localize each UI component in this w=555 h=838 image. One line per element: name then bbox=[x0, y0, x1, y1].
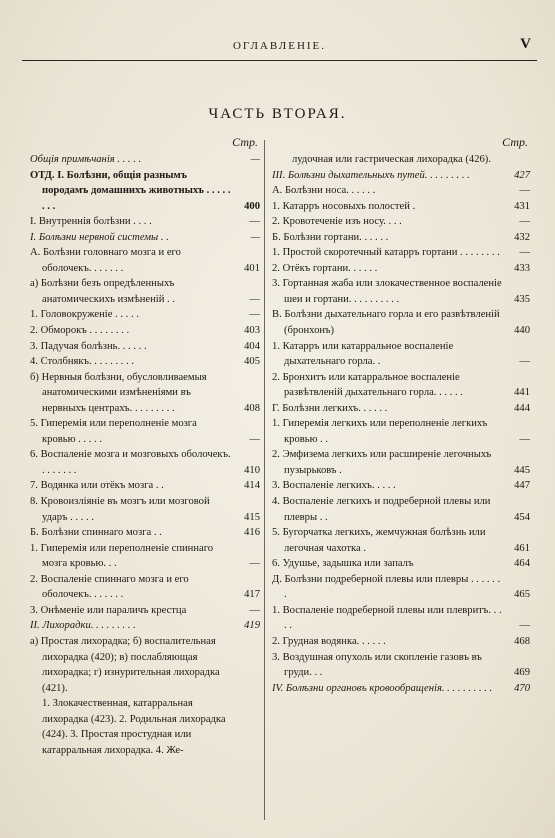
toc-entry-page: — bbox=[250, 154, 260, 165]
toc-entry-page: 461 bbox=[514, 542, 530, 554]
toc-entry bbox=[30, 634, 262, 696]
toc-entry bbox=[272, 183, 532, 199]
toc-entry bbox=[272, 214, 532, 230]
toc-entry-text: 3. Гортанная жаба или злокачественное воспаленіе шеи и гортани. . . . . . . . . . bbox=[272, 278, 502, 305]
toc-entry-page: 431 bbox=[514, 200, 530, 212]
toc-entry-page: 468 bbox=[514, 635, 530, 647]
toc-entry-page: 447 bbox=[514, 480, 530, 492]
toc-entry bbox=[272, 650, 532, 681]
toc-entry bbox=[272, 478, 532, 494]
toc-entry-page: 435 bbox=[514, 293, 530, 305]
toc-entry bbox=[30, 696, 262, 758]
toc-entry-page: 454 bbox=[514, 511, 530, 523]
toc-entry bbox=[272, 307, 532, 338]
toc-entry: 1. Гиперемія или переполненіе спиннаго мозга кровью. . . — bbox=[30, 541, 262, 572]
toc-entry-page: 401 bbox=[244, 262, 260, 274]
page-column-heading: Стр. bbox=[502, 135, 528, 149]
toc-entry-text: А. Болѣзни головнаго мозга и его оболочекъ. . . . . . . bbox=[30, 247, 181, 274]
toc-entry bbox=[272, 230, 532, 246]
toc-entry-text: 1. Злокачественная, катарральная лихорадка (423). 2. Родильная лихорадка (424). 3. Простая простудная или катарральная лихорадка. 4. Же- bbox=[42, 698, 226, 756]
toc-entry-text: 4. Столбнякъ. . . . . . . . . bbox=[30, 356, 135, 368]
toc-entry-page: 403 bbox=[244, 325, 260, 337]
toc-entry-text: 3. Воспаленіе легкихъ. . . . . bbox=[272, 480, 396, 492]
toc-entry-page: 441 bbox=[514, 387, 530, 399]
toc-entry-page: 433 bbox=[514, 262, 530, 274]
toc-entry-text: III. Болѣзни дыхательныхъ путей. . . . . . . . . bbox=[272, 169, 470, 181]
toc-entry bbox=[272, 447, 532, 478]
toc-entry-page: 414 bbox=[244, 480, 260, 492]
header-rule bbox=[22, 60, 537, 61]
toc-entry bbox=[30, 618, 262, 634]
header-page-number: V bbox=[520, 36, 531, 52]
toc-entry-text: I. Болѣзни нервной системы . . bbox=[30, 231, 169, 243]
toc-entry-page: — bbox=[250, 231, 260, 243]
toc-entry-page: 400 bbox=[244, 200, 260, 212]
toc-entry bbox=[30, 230, 262, 246]
toc-entry: 5. Гиперемія или переполненіе мозга кровью . . . . . — bbox=[30, 416, 262, 447]
toc-entry-text: б) Нервныя болѣзни, обусловливаемыя анатомическими измѣненіями въ нервныхъ центрахъ. . . . . . . . . bbox=[30, 371, 207, 414]
toc-entry bbox=[30, 572, 262, 603]
toc-entry: а) Болѣзни безъ опредѣленныхъ анатомическихъ измѣненій . . — bbox=[30, 276, 262, 307]
toc-entry bbox=[272, 152, 532, 168]
toc-entry-page: 405 bbox=[244, 356, 260, 368]
toc-entry-page: 408 bbox=[244, 402, 260, 414]
toc-entry: 1. Воспаленіе подреберной плевы или плевритъ. . . . . — bbox=[272, 603, 532, 634]
toc-entry bbox=[272, 525, 532, 556]
toc-entry-text: ОТД. I. Болѣзни, общія разнымъ породамъ домашнихъ животныхъ . . . . . . . . bbox=[30, 169, 231, 212]
toc-entry-page: 410 bbox=[244, 464, 260, 476]
toc-entry-text: 3. Падучая болѣзнь. . . . . . bbox=[30, 340, 147, 352]
toc-entry bbox=[30, 245, 262, 276]
toc-entry bbox=[30, 214, 262, 230]
page-column-heading: Стр. bbox=[232, 135, 258, 149]
running-header bbox=[22, 36, 537, 58]
part-title: ЧАСТЬ ВТОРАЯ. bbox=[208, 106, 347, 122]
toc-entry-page: 470 bbox=[514, 682, 530, 694]
toc-entry-page: 432 bbox=[514, 231, 530, 243]
toc-entry-text: 1. Катарръ носовыхъ полостей . bbox=[272, 200, 416, 212]
header-title: ОГЛАВЛЕНІЕ. bbox=[232, 40, 327, 52]
toc-entry bbox=[30, 354, 262, 370]
toc-entry-page: 417 bbox=[244, 589, 260, 601]
toc-entry bbox=[272, 681, 532, 697]
toc-entry-text: 1. Гиперемія или переполненіе спиннаго мозга кровью. . . bbox=[30, 542, 214, 570]
toc-entry-text: Б. Болѣзни спиннаго мозга . . bbox=[30, 527, 162, 539]
toc-entry-text: 1. Простой скоротечный катарръ гортани . . . . . . . . bbox=[272, 247, 500, 259]
toc-entry-text: а) Болѣзни безъ опредѣленныхъ анатомическихъ измѣненій . . bbox=[30, 278, 175, 305]
toc-entry-text: лудочная или гастрическая лихорадка (426). bbox=[292, 154, 491, 165]
toc-entry-text: 1. Головокруженіе . . . . . bbox=[30, 309, 139, 321]
toc-entry bbox=[30, 525, 262, 541]
toc-entry bbox=[30, 339, 262, 355]
toc-entry-text: IV. Болѣзни органовъ кровообращенія. . . . . . . . . . bbox=[272, 682, 493, 694]
toc-entry-page: 415 bbox=[244, 511, 260, 523]
toc-entry-text: В. Болѣзни дыхательнаго горла и его развѣтвленій (бронхонъ) bbox=[272, 309, 500, 337]
toc-entry bbox=[30, 323, 262, 339]
toc-entry-text: 1. Гиперемія легкихъ или переполненіе легкихъ кровью . . bbox=[272, 418, 488, 445]
column-divider bbox=[264, 140, 265, 820]
toc-entry-page: — bbox=[249, 604, 260, 616]
toc-entry-text: 1. Воспаленіе подреберной плевы или плевритъ. . . . . bbox=[272, 604, 502, 632]
toc-entry bbox=[30, 478, 262, 494]
toc-entry bbox=[272, 494, 532, 525]
toc-entry-page: 465 bbox=[514, 589, 530, 601]
toc-entry bbox=[272, 556, 532, 572]
toc-entry bbox=[272, 401, 532, 417]
toc-entry: 1. Катарръ или катарральное воспаленіе дыхательнаго горла. . — bbox=[272, 339, 532, 370]
toc-entry bbox=[30, 370, 262, 417]
toc-entry-text: 1. Катарръ или катарральное воспаленіе дыхательнаго горла. . bbox=[272, 340, 454, 368]
toc-entry-text: 2. Отёкъ гортани. . . . . . bbox=[272, 262, 378, 274]
toc-entry-text: а) Простая лихорадка; б) воспалительная лихорадка (420); в) послабляющая лихорадка; г) изнурительная лихорадка (421). bbox=[30, 635, 220, 694]
toc-entry-text: 2. Бронхитъ или катарральное воспаленіе развѣтвленій дыхательнаго горла. . . . . . bbox=[272, 371, 463, 399]
toc-entry-page: — bbox=[519, 216, 530, 228]
toc-entry-page: 419 bbox=[244, 620, 260, 632]
toc-entry-page: 464 bbox=[514, 558, 530, 570]
toc-entry-page: 404 bbox=[244, 340, 260, 352]
toc-entry bbox=[272, 168, 532, 184]
toc-entry-page: — bbox=[249, 216, 260, 228]
toc-entry bbox=[30, 494, 262, 525]
toc-entry bbox=[30, 307, 262, 323]
toc-entry bbox=[272, 276, 532, 307]
toc-entry-text: 7. Водянка или отёкъ мозга . . bbox=[30, 480, 164, 492]
toc-entry-text: 6. Воспаленіе мозга и мозговыхъ оболочекъ. . . . . . . . bbox=[30, 449, 231, 476]
toc-entry-text: I. Внутреннія болѣзни . . . . bbox=[30, 216, 152, 228]
toc-entry-text: 2. Воспаленіе спиннаго мозга и его оболочекъ. . . . . . . bbox=[30, 573, 189, 601]
toc-entry bbox=[30, 447, 262, 478]
toc-entry-text: 3. Онѣменіе или параличъ крестца bbox=[30, 604, 187, 616]
toc-entry-text: Д. Болѣзни подреберной плевы или плевры . . . . . . . bbox=[272, 573, 501, 601]
toc-entry: 1. Простой скоротечный катарръ гортани . . . . . . . . — bbox=[272, 245, 532, 261]
toc-entry-page: — bbox=[519, 185, 530, 197]
toc-entry-text: 2. Обморокъ . . . . . . . . bbox=[30, 325, 130, 337]
toc-entry bbox=[272, 572, 532, 603]
toc-entry-page: 445 bbox=[514, 464, 530, 476]
toc-entry-text: Общія примѣчанія . . . . . bbox=[30, 154, 142, 165]
toc-entry-text: Б. Болѣзни гортани. . . . . . bbox=[272, 231, 389, 243]
toc-entry: 1. Гиперемія легкихъ или переполненіе легкихъ кровью . . — bbox=[272, 416, 532, 447]
toc-entry-text: 2. Эмфизема легкихъ или расширеніе легочныхъ пузырьковъ . bbox=[272, 449, 492, 476]
toc-entry-text: II. Лихорадки. . . . . . . . . bbox=[30, 620, 136, 632]
toc-entry bbox=[30, 168, 262, 215]
toc-entry-text: А. Болѣзни носа. . . . . . bbox=[272, 185, 376, 197]
toc-right-column bbox=[272, 135, 532, 696]
toc-left-list bbox=[30, 152, 262, 758]
toc-entry-page: — bbox=[249, 309, 260, 321]
toc-entry bbox=[30, 152, 262, 168]
toc-entry-page: 440 bbox=[514, 325, 530, 337]
toc-entry-text: 5. Гиперемія или переполненіе мозга кровью . . . . . bbox=[30, 418, 197, 445]
toc-entry-page: 416 bbox=[244, 527, 260, 539]
toc-right-list bbox=[272, 152, 532, 696]
toc-left-column bbox=[30, 135, 262, 758]
toc-entry-text: 4. Воспаленіе легкихъ и подреберной плевы или плевры . . bbox=[272, 496, 491, 523]
toc-entry-page: 444 bbox=[514, 402, 530, 414]
toc-entry-text: Г. Болѣзни легкихъ. . . . . . bbox=[272, 402, 388, 414]
toc-entry-text: 5. Бугорчатка легкихъ, жемчужная болѣзнь или легочная чахотка . bbox=[272, 527, 486, 554]
toc-entry-text: 8. Кровоизліяніе въ мозгъ или мозговой ударъ . . . . . bbox=[30, 496, 210, 523]
toc-entry-text: 2. Грудная водянка. . . . . . bbox=[272, 635, 386, 647]
toc-entry-text: 3. Воздушная опухоль или скопленіе газовъ въ груди. . . bbox=[272, 651, 482, 679]
toc-entry-text: 6. Удушье, задышка или запалъ bbox=[272, 558, 414, 570]
toc-entry-text: 2. Кровотеченіе изъ носу. . . . bbox=[272, 216, 402, 228]
toc-entry bbox=[272, 370, 532, 401]
toc-entry-page: 427 bbox=[514, 169, 530, 181]
toc-entry-page: 469 bbox=[514, 667, 530, 679]
toc-entry bbox=[30, 603, 262, 619]
toc-entry bbox=[272, 634, 532, 650]
toc-entry bbox=[272, 261, 532, 277]
toc-entry bbox=[272, 199, 532, 215]
